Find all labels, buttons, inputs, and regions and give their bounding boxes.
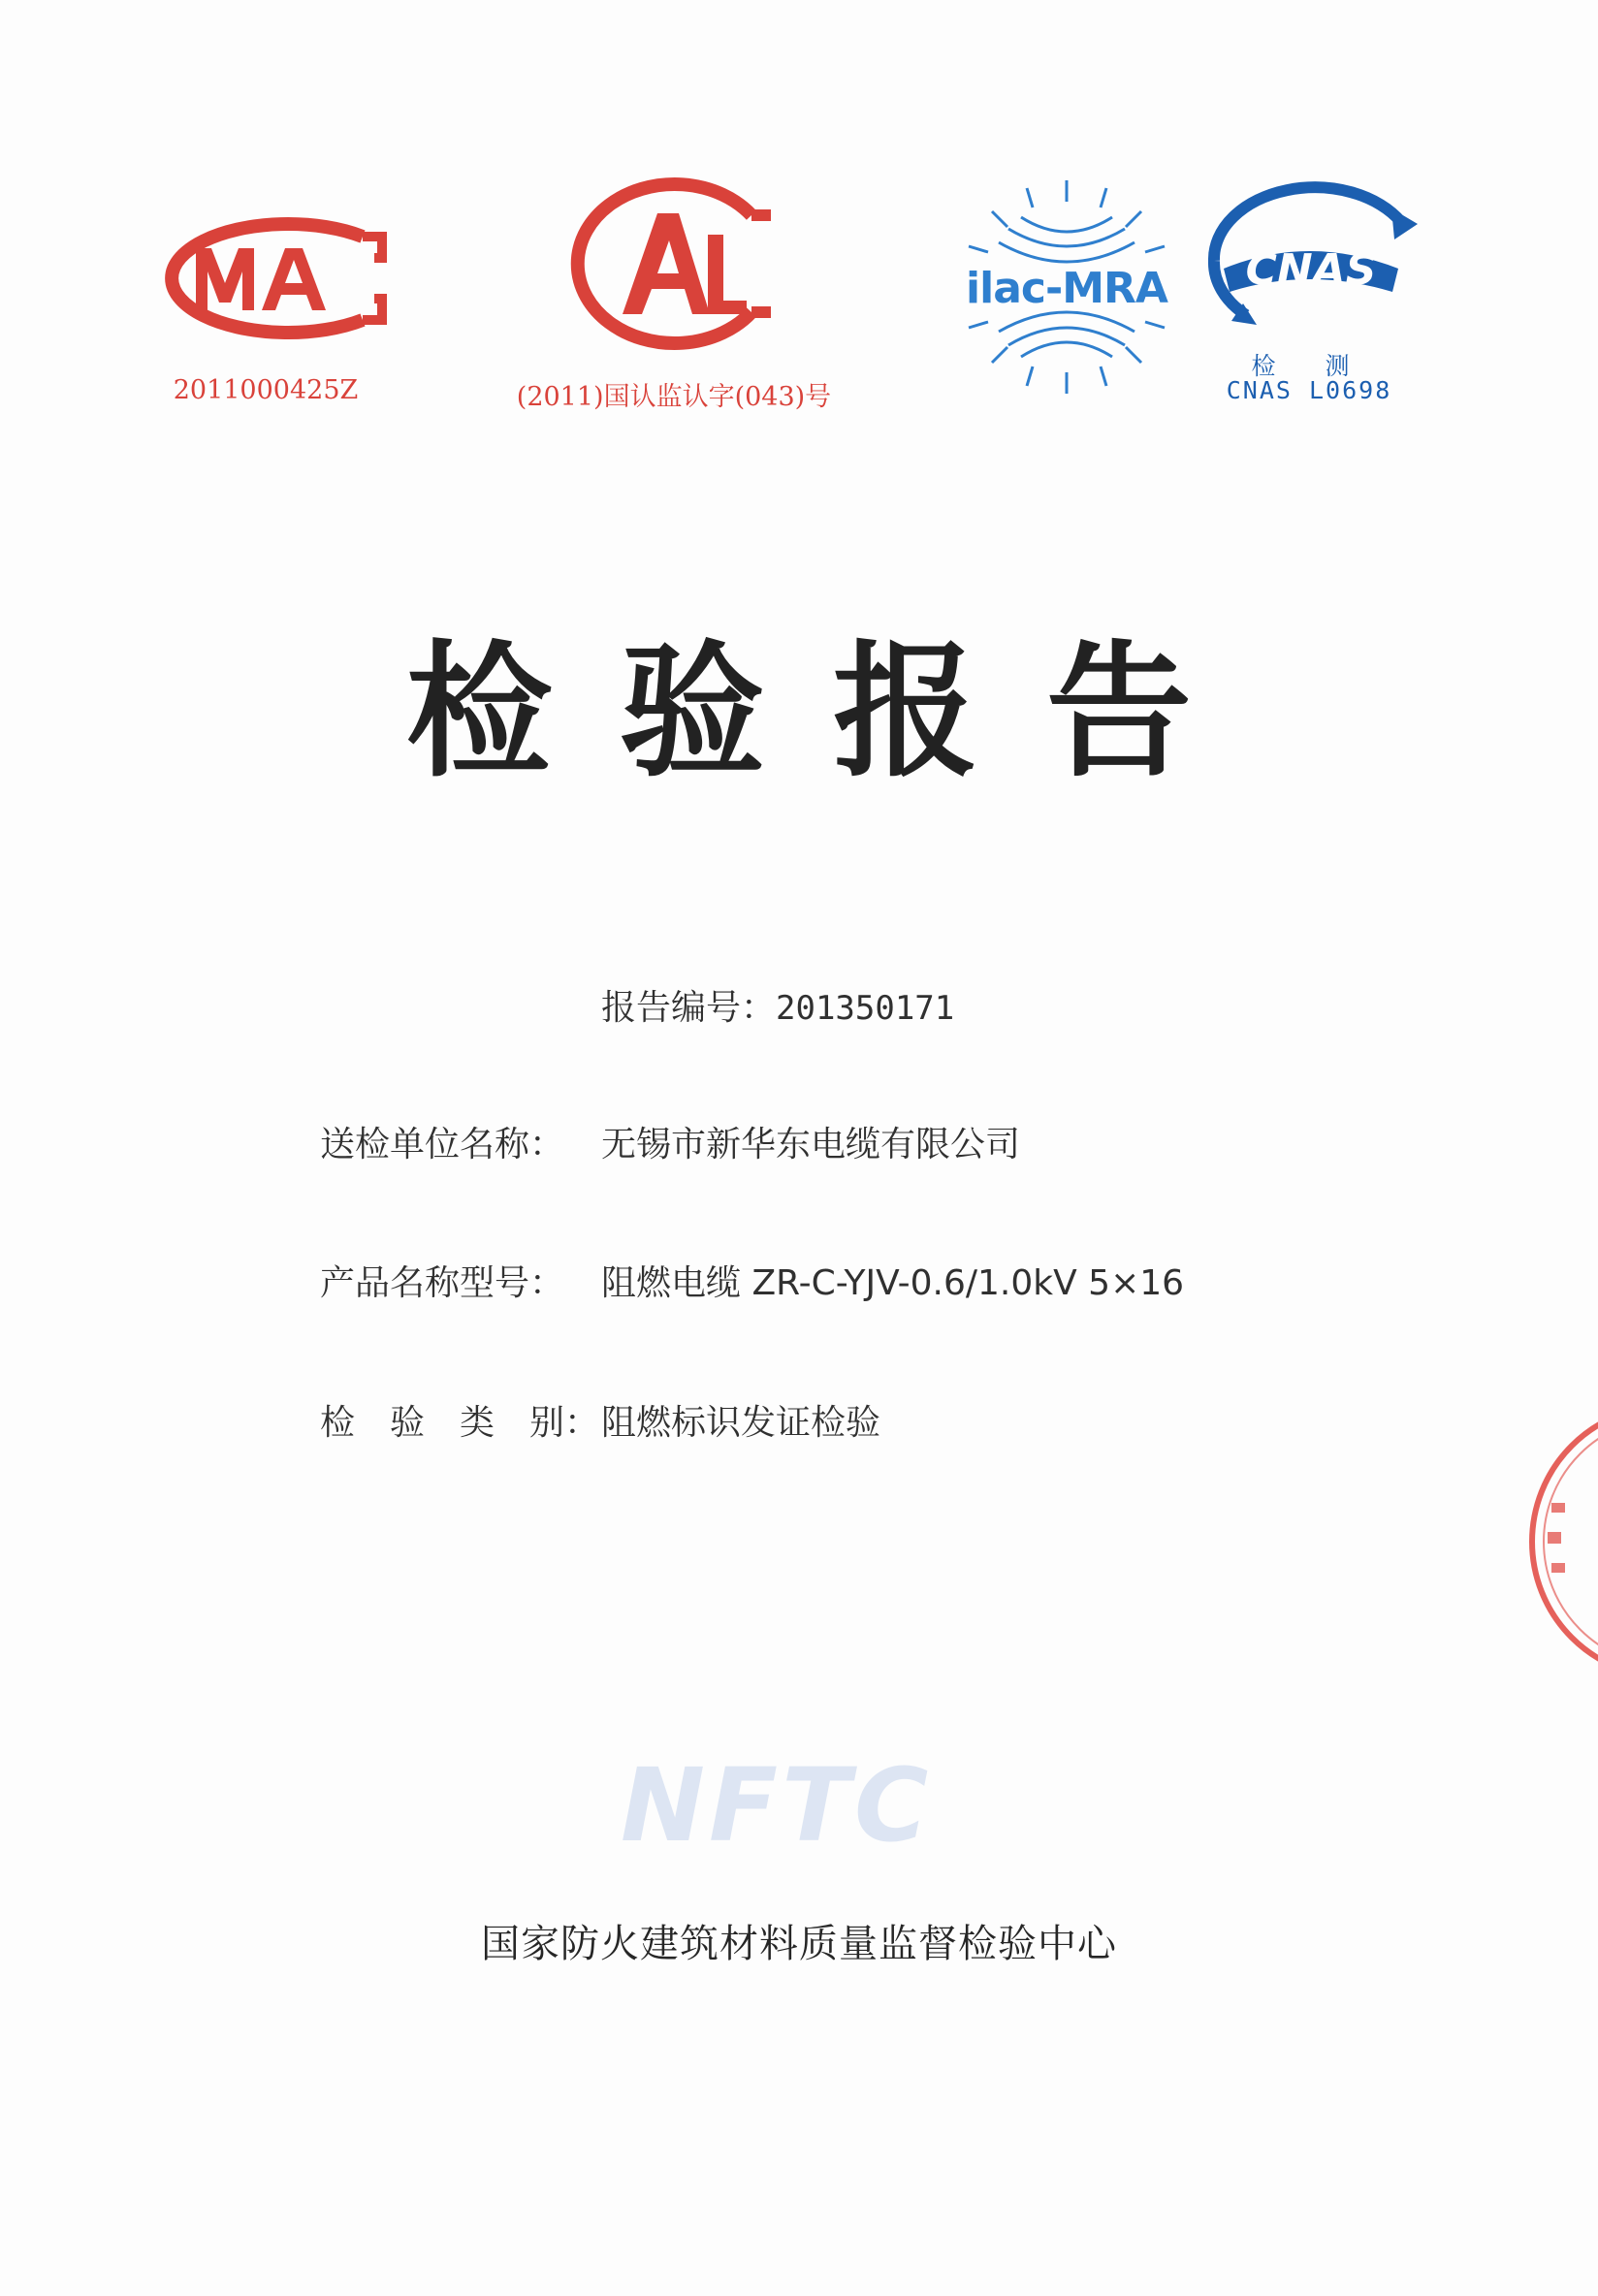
cal-logo-icon (562, 176, 781, 351)
field-product-model (320, 1263, 1185, 1303)
field-label: 检 验 类 别： (320, 1403, 600, 1443)
field-label: 产品名称型号： (320, 1263, 565, 1303)
cma-logo (144, 215, 388, 341)
ilac-mra-icon (955, 175, 1178, 399)
cnas-icon (1193, 179, 1425, 354)
report-number-label: 报告编号： (601, 988, 777, 1028)
field-label: 送检单位名称： (320, 1125, 565, 1164)
field-value: 无锡市新华东电缆有限公司 (601, 1125, 1021, 1164)
seal-icon (1522, 1396, 1598, 1687)
field-value: 阻燃电缆 ZR-C-YJV-0.6/1.0kV 5×16 (601, 1263, 1185, 1303)
official-seal (1522, 1396, 1598, 1687)
cnas-code: CNAS L0698 (1226, 376, 1392, 404)
ilac-mra-logo (955, 175, 1178, 399)
page-title: 检验报告 (405, 628, 1260, 797)
field-value: 阻燃标识发证检验 (601, 1403, 881, 1443)
cal-code: (2011)国认监认字(043)号 (516, 382, 832, 412)
field-inspection-type (320, 1403, 881, 1443)
nftc-watermark: NFTC (621, 1746, 933, 1865)
cma-code: 2011000425Z (173, 375, 359, 405)
cal-logo (562, 176, 781, 351)
cnas-label: 检 测 (1251, 352, 1367, 380)
report-number-value: 201350171 (776, 989, 955, 1028)
cma-logo-icon (144, 215, 388, 341)
svg-text:CNAS: CNAS (1245, 245, 1377, 295)
field-submitting-unit (320, 1125, 1021, 1164)
issuing-organization: 国家防火建筑材料质量监督检验中心 (481, 1922, 1117, 1966)
svg-text:ilac-MRA: ilac-MRA (966, 264, 1167, 313)
report-number (601, 988, 955, 1028)
cnas-logo (1193, 179, 1425, 354)
